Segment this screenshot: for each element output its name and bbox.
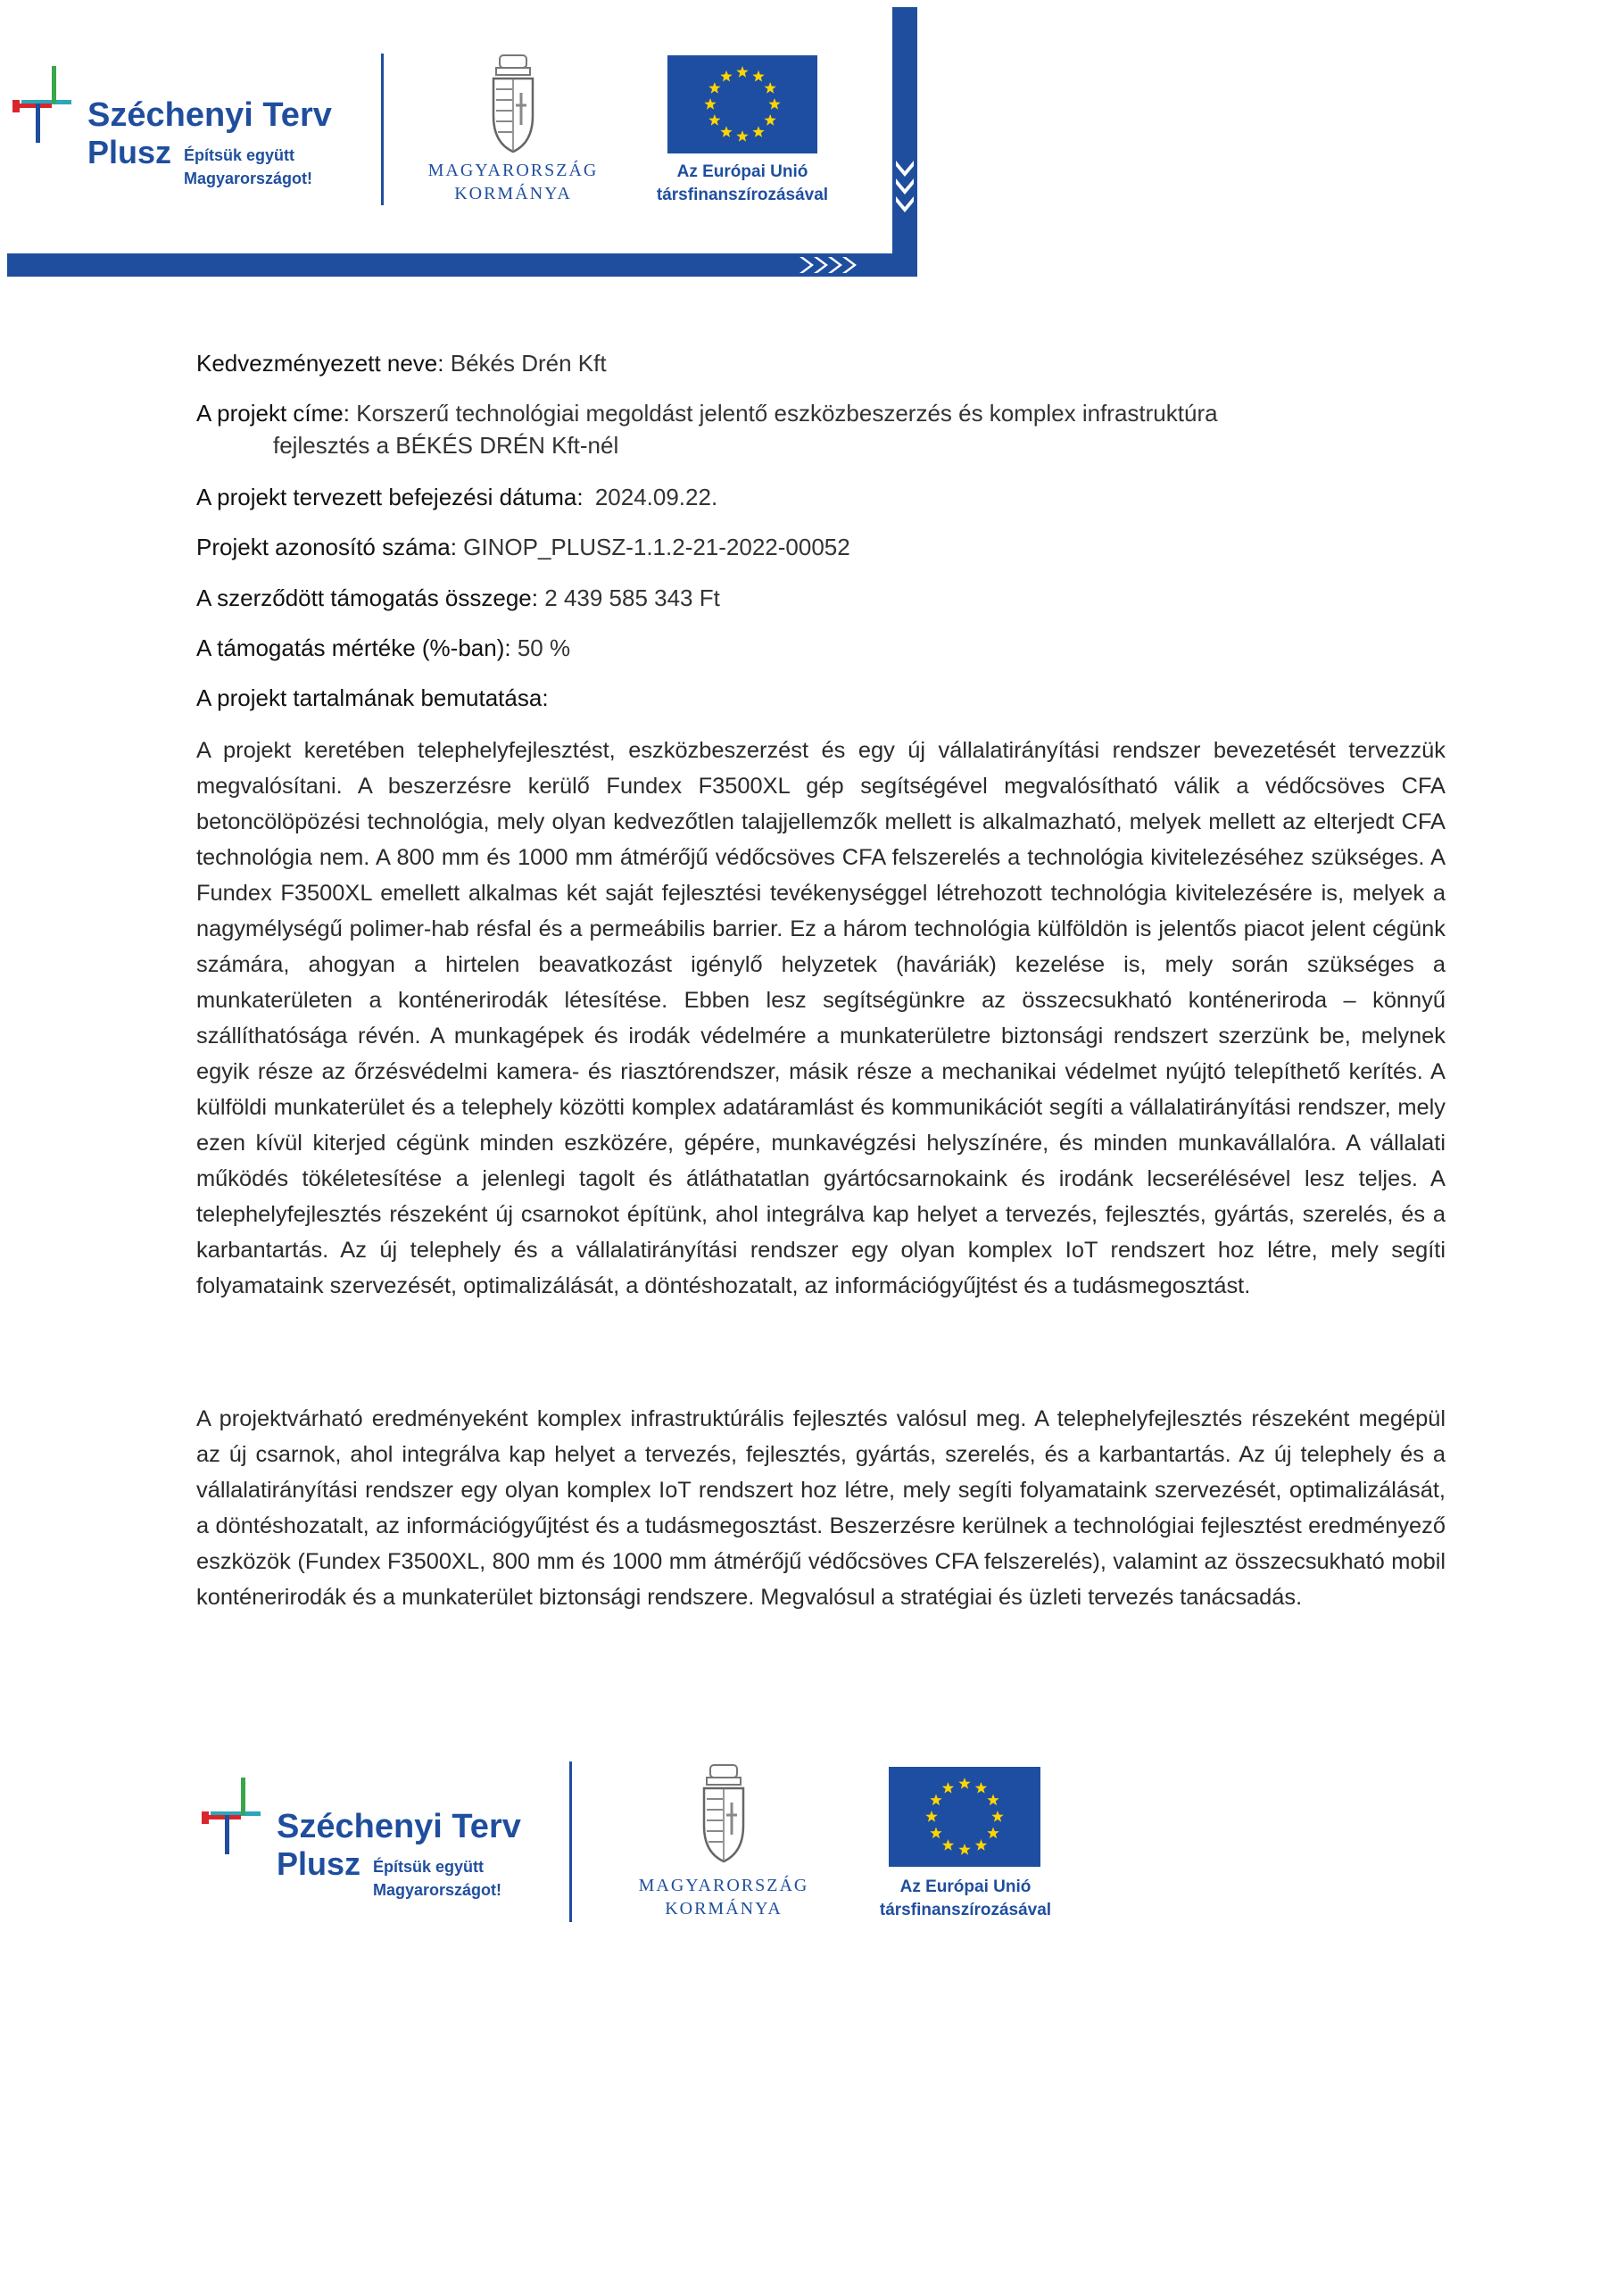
- end-date-label: A projekt tervezett befejezési dátuma:: [196, 484, 584, 510]
- header-banner: [0, 0, 928, 284]
- footer-logos: [196, 1749, 1089, 1927]
- project-id-field: Projekt azonosító száma: GINOP_PLUSZ-1.1.2-21-2022-00052: [196, 534, 850, 560]
- grant-rate-field: [196, 632, 1446, 664]
- szechenyi-logo-line1: Széchenyi Terv: [87, 96, 332, 134]
- eu-flag-icon: [667, 55, 817, 153]
- eu-line2: társfinanszírozásával: [656, 186, 829, 204]
- content-heading: A projekt tartalmának bemutatása:: [196, 684, 549, 711]
- eu-line1: Az Európai Unió: [676, 162, 808, 181]
- szechenyi-logo-line2: Plusz: [87, 134, 172, 170]
- project-id-label: Projekt azonosító száma: [196, 534, 451, 560]
- footer-szechenyi-tagline1: Építsük együtt: [373, 1858, 485, 1876]
- footer-szechenyi-tagline2: Magyarországot!: [373, 1881, 502, 1899]
- footer-szechenyi-cross-icon: [202, 1776, 266, 1858]
- end-date-field: [196, 481, 1446, 513]
- government-line1: MAGYARORSZÁG: [427, 161, 599, 180]
- description-paragraph-1: A projekt keretében telephelyfejlesztést, eszközbeszerzést és egy új vállalatirányítási rendszer bevezetését tervezzük megvalósítani. A beszerzésre kerülő Fundex F3500XL gép segítségével megvalósítható válik a védőcsöves CFA betoncölöpözési technológia, mely olyan kedvezőtlen talajjellemzők mellett is alkalmazható, melyek mellett az elterjedt CFA technológia nem. A 800 mm és 1000 mm átmérőjű védőcsöves CFA felszerelés a technológia kivitelezéséhez szükséges. A Fundex F3500XL emellett alkalmas két saját fejlesztési tevékenységgel létrehozott technológia kivitelezésére is, melyek a nagymélységű polimer-hab résfal és a permeábilis barrier. Ez a három technológia külföldön is jelentős piacot jelent cégünk számára, ahogyan a hirtelen beavatkozást igénylő helyzetek (haváriák) kezelése is, mely során szükséges a munkaterületen a konténerirodák létesítése. Ebben lesz segítségünkre az összecsukható konténeriroda – könnyű szállíthatósága révén. A munkagépek és irodák védelmére a munkaterületre biztonsági rendszert szerzünk be, melynek egyik része az őrzésvédelmi kamera- és riasztórendszer, másik része a mechanikai védelmet nyújtó telepíthető kerítés. A külföldi munkaterület és a telephely közötti komplex adatáramlást és kommunikációt segíti a vállalatirányítási rendszer, mely ezen kívül kiterjed cégünk minden eszközére, gépére, munkavégzési helyszínére, és minden munkavállalóra. A vállalati működés tökéletesítése a jelenlegi tagolt és átláthatatlan gyártócsarnokaink és irodánk lecserélésével lesz teljes. A telephelyfejlesztés részeként új csarnokot építünk, ahol integrálva kap helyet a tervezés, fejlesztés, gyártás, szerelés, és a karbantartás. Az új telephely és a vállalatirányítási rendszer egy olyan komplex IoT rendszert hoz létre, mely segíti folyamataink szervezését, optimalizálását, a döntéshozatalt, az információgyűjtést és a tudásmegosztást.: [196, 738, 1446, 1298]
- project-id-value: GINOP_PLUSZ-1.1.2-21-2022-00052: [463, 534, 850, 560]
- footer-szechenyi-line2: Plusz: [277, 1845, 361, 1882]
- footer-logo-divider: [569, 1761, 572, 1922]
- grant-amount-label: A szerződött támogatás összege: [196, 584, 532, 611]
- coat-of-arms-icon: [489, 54, 537, 155]
- end-date-value: 2024.09.22.: [594, 484, 718, 510]
- project-title-value-line1: Korszerű technológiai megoldást jelentő eszközbeszerzés és komplex infrastruktúra: [356, 400, 1218, 427]
- grant-amount-value: 2 439 585 343 Ft: [544, 584, 720, 611]
- szechenyi-cross-icon: [12, 64, 77, 146]
- footer-eu-line2: társfinanszírozásával: [879, 1901, 1052, 1919]
- project-title-value-line2: fejlesztés a BÉKÉS DRÉN Kft-nél: [273, 432, 619, 459]
- footer-government-line2: KORMÁNYA: [665, 1899, 783, 1919]
- project-title-field: [196, 397, 1446, 429]
- government-line2: KORMÁNYA: [454, 184, 572, 203]
- grant-rate-label: A támogatás mértéke (%-ban):: [196, 634, 511, 661]
- szechenyi-tagline1: Építsük együtt: [184, 146, 295, 164]
- grant-amount-field: A szerződött támogatás összege: 2 439 585 343 Ft: [196, 584, 720, 611]
- footer-szechenyi-line1: Széchenyi Terv: [277, 1808, 521, 1845]
- beneficiary-label: Kedvezményezett neve:: [196, 350, 444, 377]
- footer-government-line1: MAGYARORSZÁG: [638, 1876, 809, 1895]
- footer-eu-flag-icon: [889, 1767, 1040, 1867]
- description-paragraph-2: A projektvárható eredményeként komplex infrastruktúrális fejlesztés valósul meg. A telephelyfejlesztés részeként megépül az új csarnok, ahol integrálva kap helyet a tervezés, fejlesztés, gyártás, szerelés, és a karbantartás. Az új telephely és a vállalatirányítási rendszer egy olyan komplex IoT rendszert hoz létre, mely segíti folyamataink szervezését, optimalizálását, a döntéshozatalt, az információgyűjtést és a tudásmegosztást. Beszerzésre kerülnek a technológiai fejlesztést eredményező eszközök (Fundex F3500XL, 800 mm és 1000 mm átmérőjű védőcsöves CFA felszerelés), valamint az összecsukható mobil konténerirodák és a munkaterület biztonsági rendszere. Megvalósul a stratégiai és üzleti tervezés tanácsadás.: [196, 1406, 1446, 1610]
- logo-divider: [381, 54, 384, 205]
- footer-eu-line1: Az Európai Unió: [899, 1877, 1032, 1896]
- footer-coat-of-arms-icon: [700, 1763, 748, 1865]
- szechenyi-tagline2: Magyarországot!: [184, 170, 313, 187]
- project-title-label: A projekt címe:: [196, 400, 350, 427]
- beneficiary-value: Békés Drén Kft: [450, 350, 607, 377]
- beneficiary-field: [196, 347, 1446, 379]
- grant-rate-value: 50 %: [517, 634, 571, 661]
